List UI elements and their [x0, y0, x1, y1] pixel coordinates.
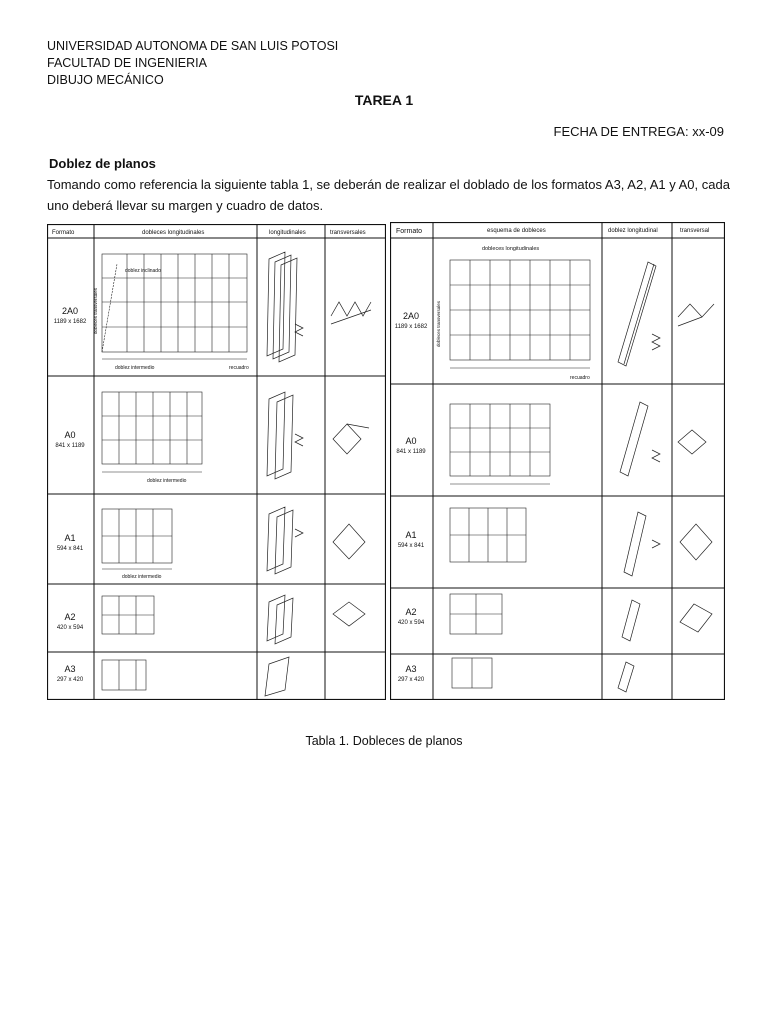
right-a3-long-fold-icon	[618, 662, 634, 692]
left-a3-sheet	[102, 660, 146, 690]
right-a1-long-fold-icon	[624, 512, 660, 576]
course-name: DIBUJO MECÁNICO	[47, 73, 164, 87]
left-a2-long-fold-icon	[267, 595, 293, 644]
left-a3-format: A3	[64, 664, 76, 674]
right-a1-size: 594 x 841	[397, 543, 425, 549]
left-a1-label-intermedio: doblez intermedio	[122, 574, 162, 580]
left-a1-sheet	[102, 509, 172, 569]
folding-table-right	[390, 222, 725, 700]
right-a3-format: A3	[405, 664, 417, 674]
left-a1-format: A1	[64, 533, 76, 543]
university-name: UNIVERSIDAD AUTONOMA DE SAN LUIS POTOSI	[47, 39, 339, 53]
left-a2-trans-fold-icon	[333, 602, 365, 626]
left-a1-long-fold-icon	[267, 507, 303, 574]
left-a1-trans-fold-icon	[333, 524, 365, 559]
left-a3-long-fold-icon	[265, 657, 289, 696]
left-a2-sheet	[102, 596, 154, 634]
left-2a0-label-intermedio: doblez intermedio	[115, 365, 155, 371]
folding-table-right-figure	[390, 222, 725, 700]
left-a0-format: A0	[64, 430, 76, 440]
right-2a0-label-transversales: dobleces transversales	[436, 300, 441, 347]
right-a3-size: 297 x 420	[397, 677, 425, 683]
left-a2-size: 420 x 594	[56, 625, 84, 631]
left-header-longitudinales: longitudinales	[269, 230, 306, 236]
left-a0-size: 841 x 1189	[55, 443, 85, 449]
right-a3-sheet	[452, 658, 492, 688]
left-a2-format: A2	[64, 612, 76, 622]
instructions-paragraph: Tomando como referencia la siguiente tabla 1, se deberán de realizar el doblado de los formatos A3, A2, A1 y A0, cada uno deberá llevar su margen y cuadro de datos.	[47, 177, 730, 213]
right-a2-size: 420 x 594	[397, 620, 425, 626]
right-a0-sheet	[450, 404, 550, 484]
right-a2-trans-fold-icon	[680, 604, 712, 632]
right-header-esquema: esquema de dobleces	[487, 228, 546, 234]
left-a3-size: 297 x 420	[56, 677, 84, 683]
right-a1-format: A1	[405, 530, 417, 540]
right-a1-trans-fold-icon	[680, 524, 712, 560]
right-2a0-long-fold-icon	[618, 262, 660, 366]
left-header-dobleces: dobleces longitudinales	[142, 230, 205, 236]
page-title: TAREA 1	[354, 92, 414, 108]
right-a2-sheet	[450, 594, 502, 634]
left-2a0-label-transversales: dobleces transversales	[93, 287, 98, 334]
left-2a0-format: 2A0	[61, 306, 79, 316]
left-2a0-long-fold-icon	[267, 252, 303, 362]
left-2a0-trans-fold-icon	[331, 302, 371, 324]
right-2a0-size: 1189 x 1682	[394, 324, 428, 330]
left-2a0-label-recuadro: recuadro	[229, 365, 249, 371]
due-date: FECHA DE ENTREGA: xx-09	[553, 124, 724, 139]
right-header-transversal: transversal	[680, 228, 710, 234]
right-a0-trans-fold-icon	[678, 430, 706, 454]
left-a0-label-intermedio: doblez intermedio	[147, 478, 187, 484]
folding-table-left-figure	[47, 224, 386, 700]
left-2a0-size: 1189 x 1682	[53, 319, 87, 325]
right-2a0-sheet	[450, 260, 590, 368]
right-2a0-label-recuadro: recuadro	[570, 375, 590, 381]
left-header-transversales: transversales	[330, 230, 366, 236]
right-a0-long-fold-icon	[620, 402, 660, 476]
table-caption: Tabla 1. Dobleces de planos	[305, 734, 463, 748]
right-2a0-label-longitudinales: dobleces longitudinales	[482, 246, 540, 252]
faculty-name: FACULTAD DE INGENIERIA	[47, 56, 207, 70]
right-header-formato: Formato	[396, 228, 423, 235]
left-a0-trans-fold-icon	[333, 424, 369, 454]
right-a1-sheet	[450, 508, 526, 562]
section-title: Doblez de planos	[49, 156, 156, 171]
right-a2-format: A2	[405, 607, 417, 617]
left-a0-sheet	[102, 392, 202, 472]
left-a0-long-fold-icon	[267, 392, 303, 479]
right-2a0-trans-fold-icon	[678, 304, 714, 326]
left-2a0-sheet	[102, 254, 247, 359]
right-a2-long-fold-icon	[622, 600, 640, 641]
right-a0-size: 841 x 1189	[396, 449, 426, 455]
right-2a0-format: 2A0	[402, 311, 420, 321]
right-a0-format: A0	[405, 436, 417, 446]
folding-table-left	[47, 224, 386, 700]
left-a1-size: 594 x 841	[56, 546, 84, 552]
right-header-longitudinal: doblez longitudinal	[608, 228, 658, 234]
left-2a0-label-inclinado: doblez inclinado	[125, 268, 161, 274]
left-header-formato: Formato	[52, 230, 75, 236]
